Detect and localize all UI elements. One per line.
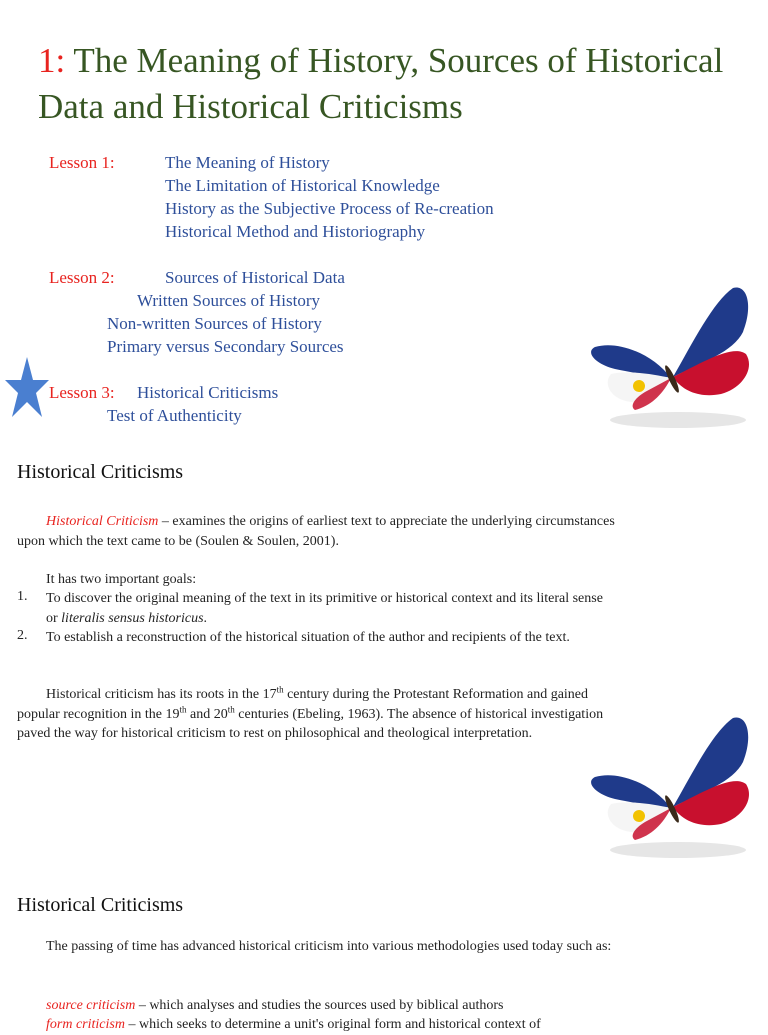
- roots-text-a: Historical criticism has its roots in the 17: [46, 687, 277, 702]
- butterfly-flag-image: [583, 712, 758, 862]
- roots-text-b: century during the Protestant Reformation and gained popular recognition in the 19: [17, 687, 589, 722]
- star-icon: [4, 355, 50, 419]
- lesson-3-topic-1: Historical Criticisms: [137, 383, 279, 402]
- lesson-2-topic-3: Non-written Sources of History: [107, 314, 322, 333]
- lesson-3-topic-2: Test of Authenticity: [107, 406, 242, 425]
- definition-text: – examines the origins of earliest text to appreciate the underlying circumstances upon which the text came to be (Soulen & Soulen, 2001).: [17, 514, 615, 549]
- goals-intro: It has two important goals:: [46, 572, 197, 587]
- goal-2-number: 2.: [17, 628, 28, 643]
- page-title: [38, 38, 738, 130]
- roots-text-d: centuries (Ebeling, 1963). The absence of historical investigation paved the way for historical criticism to rest on philosophical and theological interpretation.: [17, 706, 604, 741]
- roots-sup-b: th: [179, 703, 187, 714]
- goal-1-number: 1.: [17, 589, 28, 604]
- lesson-2-topic-4: Primary versus Secondary Sources: [107, 337, 344, 356]
- section-2-heading: Historical Criticisms: [17, 894, 184, 916]
- title-text: The Meaning of History, Sources of Historical Data and Historical Criticisms: [38, 41, 724, 126]
- roots-sup-a: th: [276, 684, 284, 695]
- roots-sup-c: th: [227, 703, 235, 714]
- lesson-3-label: Lesson 3:: [49, 383, 115, 402]
- form-criticism-term: form criticism: [46, 1017, 125, 1032]
- methodologies-intro: The passing of time has advanced historical criticism into various methodologies used today such as:: [46, 939, 612, 954]
- lesson-1-topic-4: Historical Method and Historiography: [165, 222, 426, 241]
- lesson-2-topic-1: Sources of Historical Data: [165, 268, 345, 287]
- lesson-1-topic-3: History as the Subjective Process of Re-creation: [165, 199, 494, 218]
- lesson-1-topic-2: The Limitation of Historical Knowledge: [165, 176, 440, 195]
- lesson-2-label: Lesson 2:: [49, 268, 115, 287]
- definition-term: Historical Criticism: [46, 514, 159, 529]
- definition-paragraph: [17, 512, 617, 551]
- butterfly-flag-image: [583, 282, 758, 432]
- source-criticism-item: [46, 996, 626, 1016]
- section-1-heading: Historical Criticisms: [17, 461, 184, 483]
- goal-1-end: .: [203, 610, 208, 626]
- lesson-1-label: Lesson 1:: [49, 153, 115, 172]
- roots-text-c: and 20: [186, 706, 228, 722]
- title-separator: :: [55, 41, 66, 80]
- form-criticism-item: [46, 1015, 626, 1035]
- lesson-2-topic-2: Written Sources of History: [137, 291, 320, 310]
- source-criticism-text: – which analyses and studies the sources used by biblical authors: [135, 998, 504, 1013]
- goal-2-text: To establish a reconstruction of the historical situation of the author and recipients of the text.: [46, 630, 570, 645]
- goal-1-latin: literalis sensus historicus: [61, 610, 204, 626]
- title-number: 1: [38, 41, 56, 80]
- form-criticism-text: – which seeks to determine a unit's original form and historical context of: [124, 1017, 541, 1032]
- goal-1-text: [46, 589, 616, 628]
- roots-paragraph: [17, 685, 622, 744]
- lesson-1-topic-1: The Meaning of History: [165, 153, 330, 172]
- goal-1-body: To discover the original meaning of the text in its primitive or historical context and its literal sense or: [46, 591, 603, 626]
- source-criticism-term: source criticism: [46, 998, 136, 1013]
